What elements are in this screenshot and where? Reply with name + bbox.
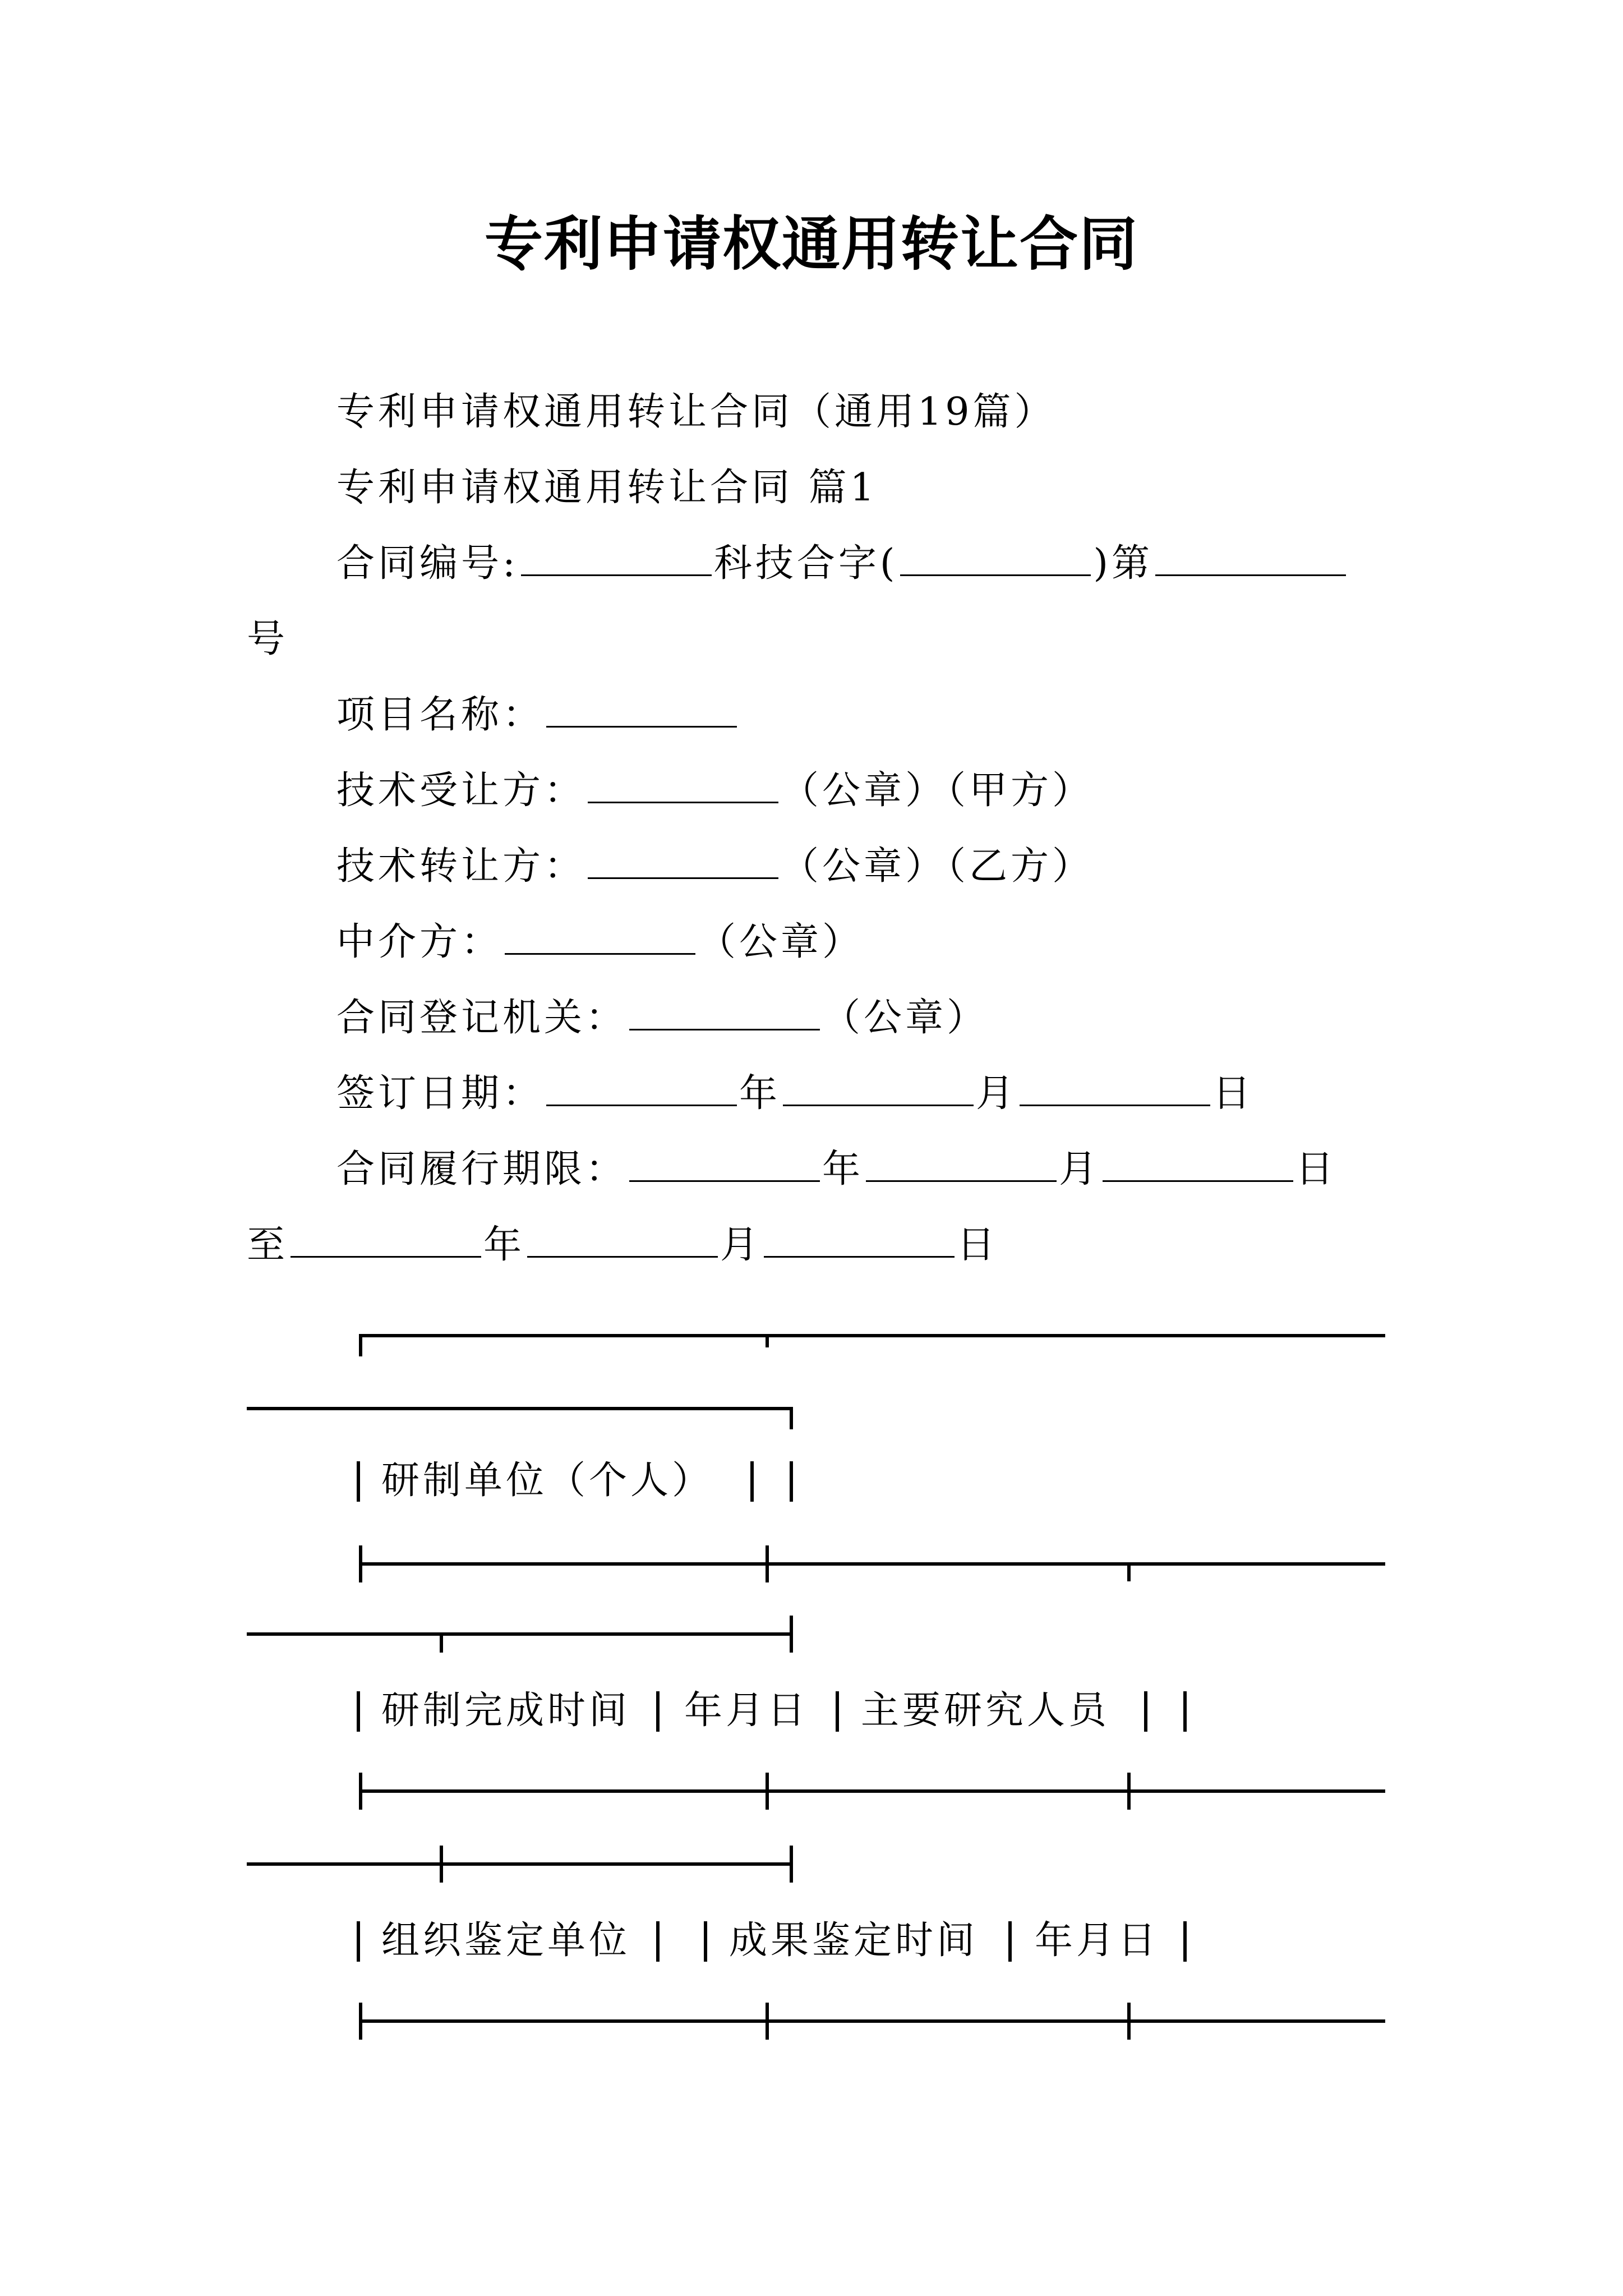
transferor-suffix: （公章）（乙方） [781, 844, 1094, 889]
transferor-label: 技术转让方： [336, 844, 586, 889]
contract-number-line [336, 533, 1348, 595]
term-end-month-text: 月 [720, 1223, 762, 1267]
sign-date-label: 签订日期： [336, 1071, 545, 1116]
table-tick [790, 1846, 793, 1883]
table-corner [790, 1407, 793, 1429]
document-subtitle: 专利申请权通用转让合同（通用19篇） [336, 390, 1056, 434]
table-tick [766, 1334, 769, 1347]
term-end-year-text: 年 [483, 1223, 525, 1267]
term-start-day-text: 日 [1295, 1147, 1338, 1191]
term-start-month-text: 月 [1059, 1147, 1101, 1191]
table-row2-c: 主要研究人员 [861, 1688, 1110, 1733]
contract-number-mid1: 科技合字( [713, 541, 898, 586]
transferee-suffix: （公章）（甲方） [781, 769, 1094, 813]
transferee-label: 技术受让方： [336, 769, 586, 813]
sign-year-blank [546, 1068, 737, 1106]
intermediary-blank [505, 916, 695, 955]
table-tick [359, 1773, 362, 1810]
table-rule [359, 2019, 1385, 2023]
contract-number-label: 合同编号: [336, 541, 519, 586]
table-tick [440, 1632, 443, 1653]
table-row1-text: 研制单位（个人） [381, 1458, 714, 1503]
table-tick [440, 1846, 443, 1883]
table-tick [790, 1616, 793, 1653]
transferee-blank [588, 765, 778, 803]
table-corner [359, 1334, 362, 1356]
registry-suffix: （公章） [822, 996, 989, 1040]
table-bar [1144, 1691, 1147, 1732]
term-start-year-text: 年 [822, 1147, 864, 1191]
project-name-label: 项目名称： [336, 693, 545, 737]
table-rule [359, 1334, 1385, 1337]
sign-day-blank [1020, 1068, 1210, 1106]
table-bar [1008, 1921, 1012, 1962]
sign-date-line [336, 1063, 1254, 1125]
sign-year-text: 年 [739, 1071, 781, 1116]
project-name-line [336, 684, 739, 746]
term-end-month-blank [527, 1219, 718, 1258]
table-tick [1127, 1562, 1131, 1581]
intermediary-line [336, 912, 864, 973]
intermediary-suffix: （公章） [698, 920, 864, 964]
table-bar [836, 1691, 839, 1732]
table-rule [247, 1407, 793, 1410]
contract-number-mid2: )第 [1093, 541, 1153, 586]
table-bar [704, 1921, 707, 1962]
registry-label: 合同登记机关： [336, 996, 628, 1040]
term-start-year-blank [629, 1143, 820, 1182]
document-title: 专利申请权通用转让合同 [484, 210, 1138, 278]
transferee-line [336, 760, 1094, 822]
table-tick [359, 2003, 362, 2040]
table-rule [359, 1562, 1385, 1566]
table-bar [1183, 1691, 1187, 1732]
table-bar [357, 1691, 360, 1732]
sign-day-text: 日 [1212, 1071, 1255, 1116]
term-line [336, 1139, 1337, 1200]
table-bar [750, 1461, 754, 1502]
term-start-day-blank [1103, 1143, 1293, 1182]
table-row3-a: 组织鉴定单位 [381, 1918, 631, 1963]
transferor-line [336, 836, 1094, 898]
term-label: 合同履行期限： [336, 1147, 628, 1191]
registry-line [336, 987, 988, 1049]
term-end-line [247, 1214, 998, 1276]
table-bar [656, 1921, 660, 1962]
registry-blank [629, 992, 820, 1030]
sign-month-text: 月 [976, 1071, 1018, 1116]
intermediary-label: 中介方： [336, 920, 503, 964]
term-end-day-text: 日 [957, 1223, 999, 1267]
project-name-blank [546, 689, 737, 728]
contract-seq-blank [1155, 537, 1346, 576]
table-bar [1183, 1921, 1187, 1962]
table-tick [766, 1773, 769, 1810]
table-tick [1127, 2003, 1131, 2040]
table-row2-b: 年月日 [684, 1688, 809, 1733]
table-row3-c: 年月日 [1035, 1918, 1160, 1963]
table-bar [357, 1461, 360, 1502]
section-heading: 专利申请权通用转让合同 篇1 [336, 466, 878, 510]
table-tick [766, 2003, 769, 2040]
table-rule [359, 1789, 1385, 1793]
table-bar [790, 1461, 793, 1502]
contract-year-blank [900, 537, 1091, 576]
contract-number-end: 号 [247, 617, 289, 661]
transferor-blank [588, 840, 778, 879]
table-tick [1127, 1773, 1131, 1810]
term-end-year-blank [291, 1219, 481, 1258]
term-to-text: 至 [247, 1223, 289, 1267]
contract-number-blank [521, 537, 712, 576]
table-bar [656, 1691, 660, 1732]
table-row3-b: 成果鉴定时间 [729, 1918, 979, 1963]
table-rule [247, 1862, 793, 1866]
table-rule [247, 1632, 793, 1636]
sign-month-blank [783, 1068, 974, 1106]
term-start-month-blank [866, 1143, 1057, 1182]
table-tick [766, 1545, 769, 1582]
term-end-day-blank [764, 1219, 955, 1258]
table-tick [359, 1545, 362, 1582]
table-row2-a: 研制完成时间 [381, 1688, 631, 1733]
table-bar [357, 1921, 360, 1962]
